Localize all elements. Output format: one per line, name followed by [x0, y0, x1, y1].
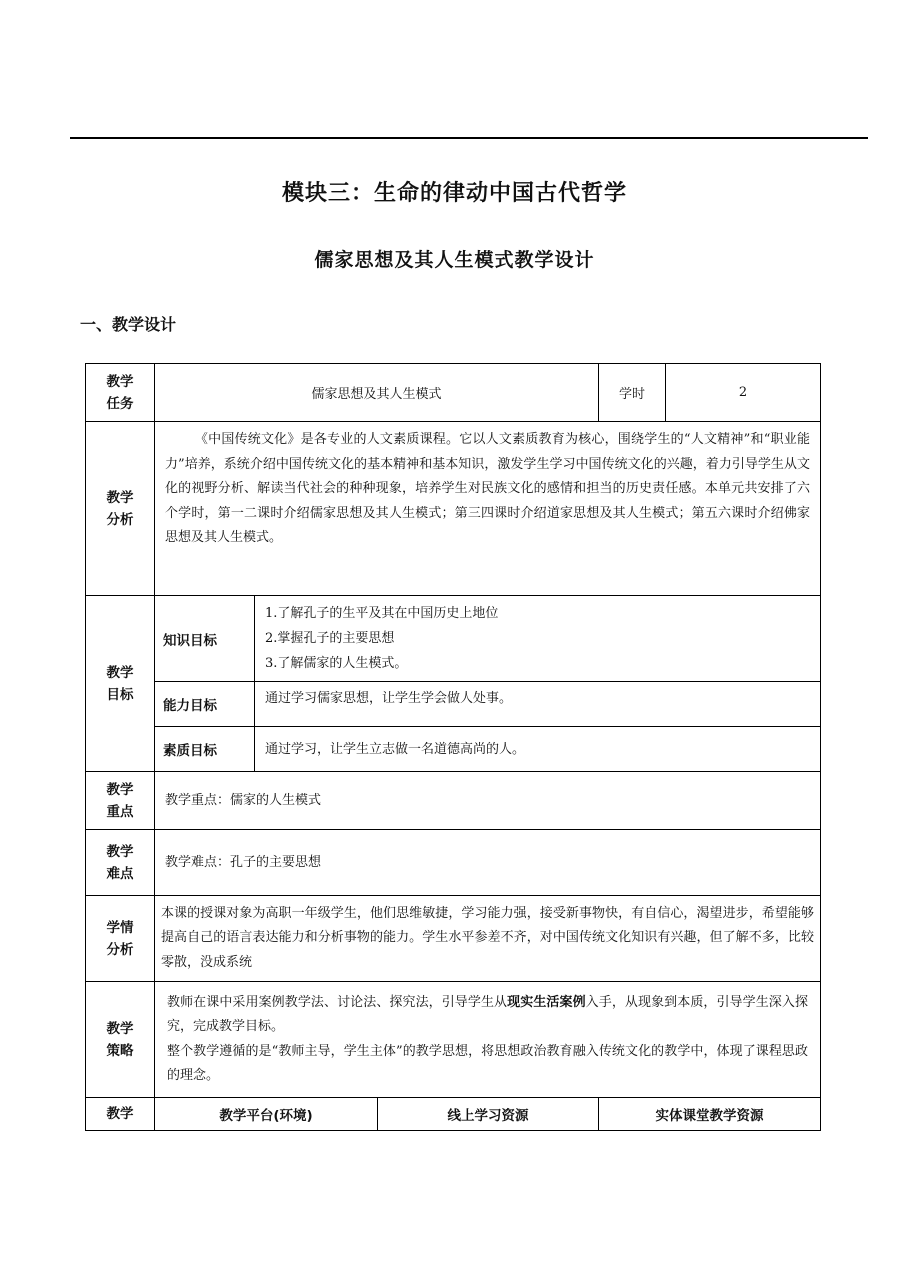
strategy-emphasis: 现实生活案例 — [507, 994, 586, 1010]
label-task: 教学 任务 — [86, 364, 155, 422]
label-key-point: 教学 重点 — [86, 772, 155, 830]
label-goals: 教学 目标 — [86, 596, 155, 772]
key-point-text: 教学重点：儒家的人生模式 — [155, 772, 821, 830]
label-difficulty: 教学 难点 — [86, 830, 155, 896]
strategy-paragraph-2: 整个教学遵循的是“教师主导，学生主体”的教学思想，将思想政治教育融入传统文化的教学中，体现了课程思政的理念。 — [167, 1043, 808, 1083]
row-goals-ability — [86, 682, 821, 727]
label-strategy: 教学 策略 — [86, 982, 155, 1098]
row-goals-knowledge — [86, 596, 821, 682]
knowledge-item: 3.了解儒家的人生模式。 — [265, 656, 408, 671]
row-key-point — [86, 772, 821, 830]
analysis-text: 《中国传统文化》是各专业的人文素质课程。它以人文素质教育为核心，围绕学生的“人文精神”和“职业能力”培养，系统介绍中国传统文化的基本精神和基本知识，激发学生学习中国传统文化的兴趣，着力引导学生从文化的视野分析、解读当代社会的种种现象，培养学生对民族文化的感情和担当的历史责任感。本单元共安排了六个学时，第一二课时介绍儒家思想及其人生模式；第三四课时介绍道家思想及其人生模式；第五六课时介绍佛家思想及其人生模式。 — [155, 422, 821, 596]
label-analysis: 教学 分析 — [86, 422, 155, 596]
knowledge-goal-label: 知识目标 — [155, 596, 255, 682]
header-rule — [70, 137, 868, 139]
learner-text: 本课的授课对象为高职一年级学生，他们思维敏捷，学习能力强，接受新事物快，有自信心，渴望进步，希望能够提高自己的语言表达能力和分析事物的能力。学生水平参差不齐，对中国传统文化知识有兴趣，但了解不多，比较零散，没成系统 — [155, 896, 821, 982]
row-strategy — [86, 982, 821, 1098]
row-learner — [86, 896, 821, 982]
row-resources — [86, 1098, 821, 1131]
resource-col-classroom: 实体课堂教学资源 — [599, 1098, 821, 1131]
row-goals-quality — [86, 727, 821, 772]
hours-label: 学时 — [599, 364, 666, 422]
difficulty-text: 教学难点：孔子的主要思想 — [155, 830, 821, 896]
strategy-paragraph-1: 教师在课中采用案例教学法、讨论法、探究法，引导学生从现实生活案例入手，从现象到本质，引导学生深入探究，完成教学目标。 — [167, 994, 808, 1034]
knowledge-item: 1.了解孔子的生平及其在中国历史上地位 — [265, 606, 499, 621]
knowledge-goal-list — [255, 596, 821, 682]
ability-goal-label: 能力目标 — [155, 682, 255, 727]
hours-value: 2 — [666, 364, 821, 422]
document-title: 模块三：生命的律动中国古代哲学 — [281, 181, 627, 206]
quality-goal-label: 素质目标 — [155, 727, 255, 772]
label-resources: 教学 — [86, 1098, 155, 1131]
document-subtitle: 儒家思想及其人生模式教学设计 — [314, 249, 595, 271]
label-learner: 学情 分析 — [86, 896, 155, 982]
strategy-text — [155, 982, 821, 1098]
task-value: 儒家思想及其人生模式 — [155, 364, 599, 422]
ability-goal-text: 通过学习儒家思想，让学生学会做人处事。 — [255, 682, 821, 727]
quality-goal-text: 通过学习，让学生立志做一名道德高尚的人。 — [255, 727, 821, 772]
resource-col-online: 线上学习资源 — [378, 1098, 599, 1131]
row-analysis — [86, 422, 821, 596]
section-heading: 一、教学设计 — [80, 315, 177, 334]
resource-col-platform: 教学平台(环境) — [155, 1098, 378, 1131]
row-task — [86, 364, 821, 422]
row-difficulty — [86, 830, 821, 896]
teaching-design-table — [85, 363, 821, 1131]
knowledge-item: 2.掌握孔子的主要思想 — [265, 631, 395, 646]
